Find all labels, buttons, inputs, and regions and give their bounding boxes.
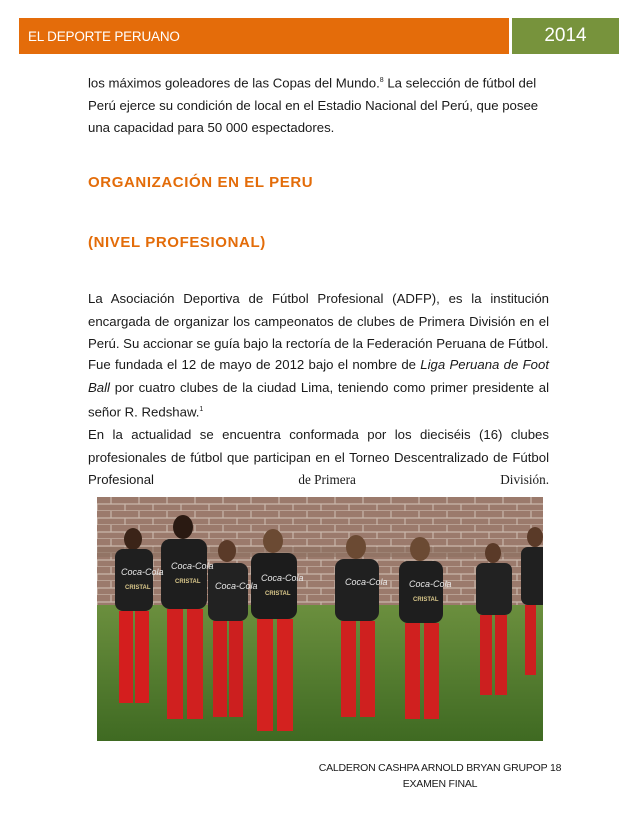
paragraph-4 [88,424,549,492]
shirt-badge: CRISTAL [175,579,201,585]
paragraph-3-end: por cuatro clubes de la ciudad Lima, teniendo como primer presidente al señor R. Redshaw. [88,379,549,420]
header-year: 2014 [512,18,619,54]
paragraph-1 [88,70,549,140]
page-header [19,18,619,54]
section-subheading: (NIVEL PROFESIONAL) [88,234,266,251]
shirt-label: Coca-Cola [261,573,304,583]
league-name: Liga Peruana de Foot Ball [88,357,549,395]
header-title: EL DEPORTE PERUANO [19,18,512,54]
paragraph-4-last-line [88,469,549,492]
shirt-badge: CRISTAL [125,585,151,591]
footnote-ref-8[interactable]: 8 [379,77,384,84]
paragraph-1-rest: La selección de fútbol del Perú ejerce su condición de local en el Estadio Nacional del Perú, que posee una capacidad para 50 000 espectadores. [88,75,539,136]
paragraph-3-start: Fue fundada el 12 de mayo de 2012 bajo el nombre de [88,357,421,372]
shirt-label: Coca-Cola [171,561,214,571]
page-footer [300,760,580,792]
shirt-label: Coca-Cola [215,581,258,591]
shirt-badge: CRISTAL [265,591,291,597]
shirt-label: Coca-Cola [121,567,164,577]
shirt-label: Coca-Cola [409,579,452,589]
team-photo-illustration [97,497,543,741]
paragraph-2: La Asociación Deportiva de Fútbol Profesional (ADFP), es la institución encargada de organizar los campeonatos de clubes de Primera División en el Perú. Su accionar se guía bajo la rectoría de la Federación Peruana de Fútbol. [88,291,549,351]
footer-exam: EXAMEN FINAL [402,778,478,790]
footnote-ref-1[interactable]: 1 [199,406,204,413]
paragraph-1-start: los máximos goleadores de las Copas del Mundo. [88,75,380,91]
section-heading: ORGANIZACIÓN EN EL PERU [88,174,314,191]
shirt-label: Coca-Cola [345,577,388,587]
shirt-badge: CRISTAL [413,597,439,603]
paragraph-3 [88,354,549,424]
paragraph-4-text: En la actualidad se encuentra conformada por los dieciséis (16) clubes profesionales de fútbol que participan en el Torneo Descentralizado de Fútbol [88,427,549,465]
last-word-2: de Primera [298,472,356,487]
last-word-1: Profesional [88,472,154,487]
footer-author: CALDERON CASHPA ARNOLD BRYAN GRUPOP 18 [318,762,562,774]
team-training-photo [97,497,543,741]
last-word-3: División. [500,472,549,487]
